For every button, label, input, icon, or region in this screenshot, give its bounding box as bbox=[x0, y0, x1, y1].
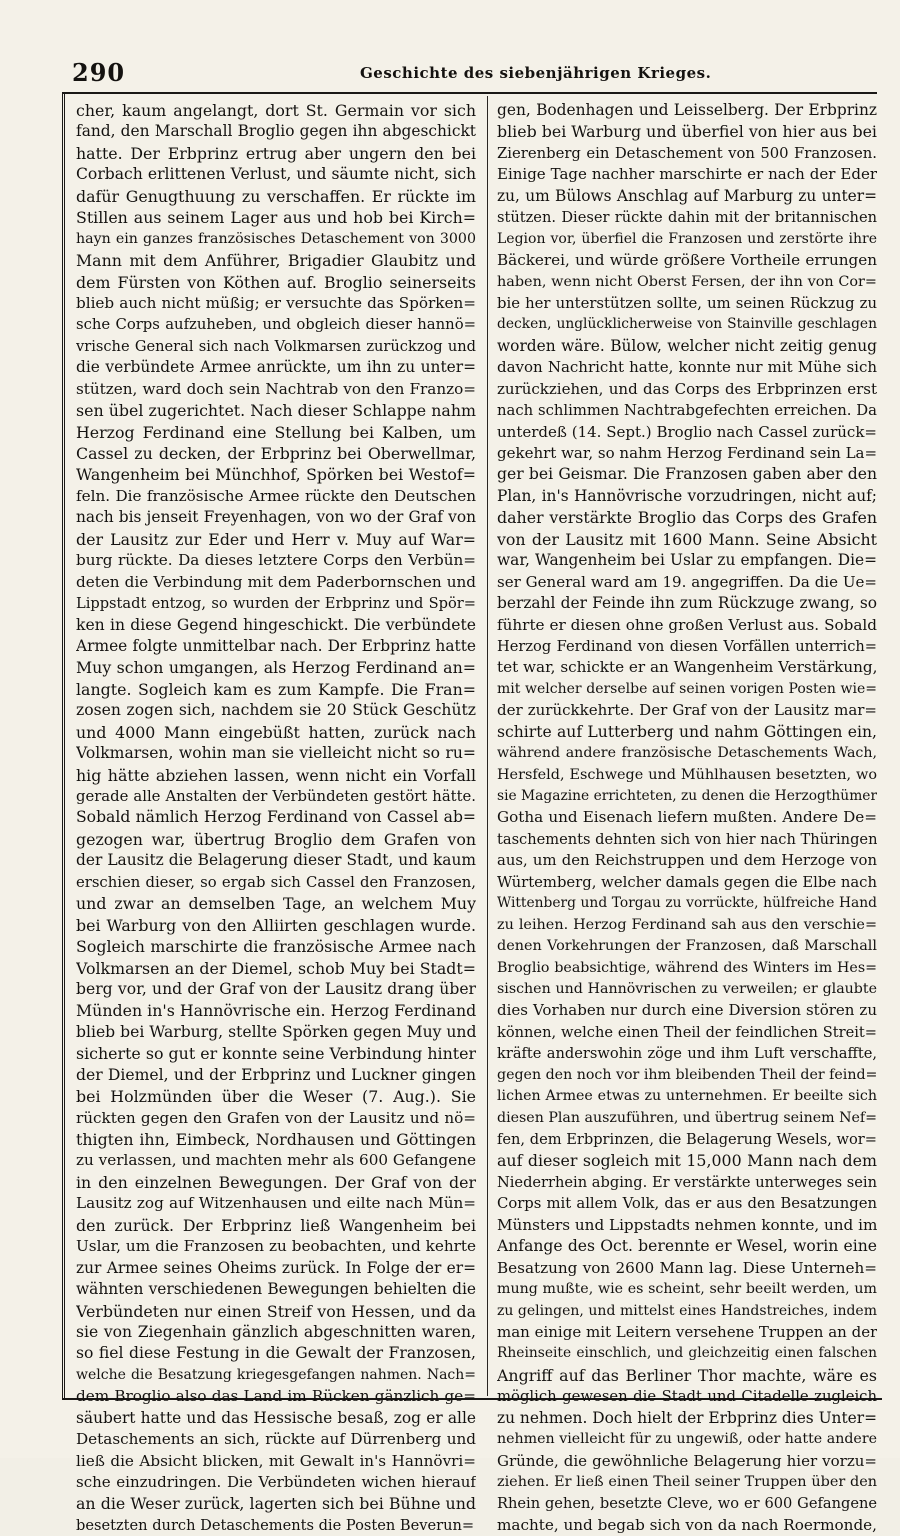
text-line: bei Holzmünden über die Weser (7. Aug.). Sie bbox=[76, 1087, 476, 1107]
text-line: denen Vorkehrungen der Franzosen, daß Marschall bbox=[497, 938, 877, 955]
text-line: haben, wenn nicht Oberst Fersen, der ihn von Cor= bbox=[497, 273, 877, 290]
text-line: in den einzelnen Bewegungen. Der Graf von der bbox=[76, 1172, 476, 1192]
page-header bbox=[70, 56, 880, 90]
text-line: vrische General sich nach Volkmarsen zurückzog und bbox=[76, 337, 476, 355]
text-line: schirte auf Lutterberg und nahm Göttingen ein, bbox=[497, 722, 877, 741]
text-line: machte, und begab sich von da nach Roermonde, bbox=[497, 1515, 877, 1534]
text-line: zu gelingen, und mittelst eines Handstreiches, indem bbox=[497, 1302, 877, 1319]
text-line: und 4000 Mann eingebüßt hatten, zurück nach bbox=[76, 722, 476, 742]
text-line: Zierenberg ein Detaschement von 500 Franzosen. bbox=[497, 144, 877, 162]
text-line: Gotha und Eisenach liefern mußten. Andere De= bbox=[497, 808, 877, 827]
text-line: können, welche einen Theil der feindlichen Streit= bbox=[497, 1023, 877, 1041]
text-line: Münden in's Hannövrische ein. Herzog Ferdinand bbox=[76, 1001, 476, 1021]
text-line: erschien dieser, so ergab sich Cassel den Franzosen, bbox=[76, 873, 476, 891]
text-line: diesen Plan auszuführen, und übertrug seinem Nef= bbox=[497, 1109, 877, 1126]
text-line: während andere französische Detaschements Wach, bbox=[497, 745, 877, 762]
text-line: auf dieser sogleich mit 15,000 Mann nach dem bbox=[497, 1151, 877, 1171]
text-line: Herzog Ferdinand eine Stellung bei Kalben, um bbox=[76, 422, 476, 442]
text-line: ziehen. Er ließ einen Theil seiner Truppen über den bbox=[497, 1474, 877, 1490]
text-line: Cassel zu decken, der Erbprinz bei Oberwellmar, bbox=[76, 444, 476, 463]
text-line: möglich gewesen die Stadt und Citadelle zugleich bbox=[497, 1388, 877, 1406]
text-line: zosen zogen sich, nachdem sie 20 Stück Geschütz bbox=[76, 701, 476, 720]
text-line: gerade alle Anstalten der Verbündeten gestört hätte. bbox=[76, 788, 476, 805]
text-line: Wangenheim bei Münchhof, Spörken bei Westof= bbox=[76, 465, 476, 485]
text-line: worden wäre. Bülow, welcher nicht zeitig genug bbox=[497, 336, 877, 355]
text-line: zur Armee seines Oheims zurück. In Folge der er= bbox=[76, 1258, 476, 1277]
text-line: daher verstärkte Broglio das Corps des Grafen bbox=[497, 508, 877, 528]
text-line: die verbündete Armee anrückte, um ihn zu unter= bbox=[76, 358, 476, 377]
running-title: Geschichte des siebenjährigen Krieges. bbox=[360, 64, 712, 82]
text-line: sie Magazine errichteten, zu denen die Herzogthümer bbox=[497, 788, 877, 804]
text-line: langte. Sogleich kam es zum Kampfe. Die Fran= bbox=[76, 679, 476, 699]
text-line: fand, den Marschall Broglio gegen ihn abgeschickt bbox=[76, 122, 476, 141]
text-line: Anfange des Oct. berennte er Wesel, worin eine bbox=[497, 1237, 877, 1256]
text-line: Plan, in's Hannövrische vorzudringen, nicht auf; bbox=[497, 486, 877, 505]
text-line: der zurückkehrte. Der Graf von der Lausitz mar= bbox=[497, 701, 877, 720]
text-line: sie von Ziegenhain gänzlich abgeschnitten waren, bbox=[76, 1322, 476, 1341]
text-line: Gründe, die gewöhnliche Belagerung hier vorzu= bbox=[497, 1451, 877, 1470]
column-divider bbox=[487, 96, 488, 1396]
text-line: der Lausitz zur Eder und Herr v. Muy auf War= bbox=[76, 529, 476, 549]
text-line: besetzten durch Detaschements die Posten Beverun= bbox=[76, 1516, 475, 1534]
text-line: taschements dehnten sich von hier nach Thüringen bbox=[497, 830, 877, 848]
text-line: gekehrt war, so nahm Herzog Ferdinand sein La= bbox=[497, 444, 877, 462]
left-text-column bbox=[76, 100, 476, 1536]
text-line: führte er diesen ohne großen Verlust aus. Sobald bbox=[497, 615, 877, 634]
text-line: Angriff auf das Berliner Thor machte, wäre es bbox=[497, 1365, 877, 1385]
text-line: nehmen vielleicht für zu ungewiß, oder hatte andere bbox=[497, 1431, 877, 1448]
text-line: ger bei Geismar. Die Franzosen gaben aber den bbox=[497, 465, 877, 484]
text-line: Lippstadt entzog, so wurden der Erbprinz und Spör= bbox=[76, 595, 476, 613]
text-line: zu verlassen, und machten mehr als 600 Gefangene bbox=[76, 1151, 476, 1170]
text-line: an die Weser zurück, lagerten sich bei Bühne und bbox=[76, 1494, 476, 1514]
left-border-rule bbox=[62, 92, 65, 1399]
text-line: zurückziehen, und das Corps des Erbprinzen erst bbox=[497, 379, 877, 398]
text-line: wähnten verschiedenen Bewegungen behielten die bbox=[76, 1280, 476, 1299]
text-line: blieb bei Warburg, stellte Spörken gegen Muy und bbox=[76, 1022, 476, 1041]
text-line: Corbach erlittenen Verlust, und säumte nicht, sich bbox=[76, 165, 476, 184]
text-line: mit welcher derselbe auf seinen vorigen Posten wie= bbox=[497, 680, 877, 697]
text-line: Volkmarsen an der Diemel, schob Muy bei Stadt= bbox=[76, 958, 476, 978]
text-line: sischen und Hannövrischen zu verweilen; er glaubte bbox=[497, 980, 877, 997]
text-line: hayn ein ganzes französisches Detaschement von 3000 bbox=[76, 230, 476, 247]
text-line: tet war, schickte er an Wangenheim Verstärkung, bbox=[497, 658, 877, 677]
text-line: davon Nachricht hatte, konnte nur mit Mühe sich bbox=[497, 358, 877, 377]
text-line: nach schlimmen Nachtrabgefechten erreichen. Da bbox=[497, 402, 877, 420]
text-line: Einige Tage nachher marschirte er nach der Eder bbox=[497, 165, 877, 184]
text-line: hatte. Der Erbprinz ertrug aber ungern den bei bbox=[76, 143, 476, 163]
header-rule bbox=[62, 92, 877, 94]
text-line: man einige mit Leitern versehene Truppen an der bbox=[497, 1322, 877, 1341]
text-line: der Lausitz die Belagerung dieser Stadt, und kaum bbox=[76, 851, 476, 870]
text-line: so fiel diese Festung in die Gewalt der Franzosen, bbox=[76, 1344, 476, 1363]
text-line: welche die Besatzung kriegesgefangen nahmen. Nach= bbox=[76, 1366, 476, 1383]
text-line: gegen den noch vor ihm bleibenden Theil der feind= bbox=[497, 1066, 877, 1083]
text-line: Uslar, um die Franzosen zu beobachten, und kehrte bbox=[76, 1237, 476, 1256]
text-line: Detaschements an sich, rückte auf Dürrenberg und bbox=[76, 1430, 476, 1449]
text-line: Mann mit dem Anführer, Brigadier Glaubitz und bbox=[76, 251, 476, 271]
text-line: cher, kaum angelangt, dort St. Germain vor sich bbox=[76, 101, 476, 120]
text-line: der Diemel, und der Erbprinz und Luckner gingen bbox=[76, 1065, 476, 1084]
text-line: Armee folgte unmittelbar nach. Der Erbprinz hatte bbox=[76, 636, 476, 655]
text-line: Münsters und Lippstadts nehmen konnte, und im bbox=[497, 1215, 877, 1234]
text-line: dies Vorhaben nur durch eine Diversion stören zu bbox=[497, 1001, 877, 1020]
text-line: Lausitz zog auf Witzenhausen und eilte nach Mün= bbox=[76, 1194, 476, 1213]
text-line: bei Warburg von den Alliirten geschlagen wurde. bbox=[76, 915, 476, 935]
text-line: Muy schon umgangen, als Herzog Ferdinand an= bbox=[76, 658, 476, 678]
text-line: ließ die Absicht blicken, mit Gewalt in's Hannövri= bbox=[76, 1451, 476, 1470]
text-line: Stillen aus seinem Lager aus und hob bei Kirch= bbox=[76, 208, 476, 228]
text-line: Rheinseite einschlich, und gleichzeitig einen falschen bbox=[497, 1345, 877, 1362]
text-line: fen, dem Erbprinzen, die Belagerung Wesels, wor= bbox=[497, 1131, 877, 1148]
text-line: hig hätte abziehen lassen, wenn nicht ein Vorfall bbox=[76, 765, 476, 785]
right-text-column bbox=[497, 100, 877, 1536]
text-line: dafür Genugthuung zu verschaffen. Er rückte im bbox=[76, 186, 476, 206]
text-line: Broglio beabsichtige, während des Winters im Hes= bbox=[497, 959, 877, 976]
text-line: stützen, ward doch sein Nachtrab von den Franzo= bbox=[76, 379, 476, 398]
text-line: aus, um den Reichstruppen und dem Herzoge von bbox=[497, 852, 877, 870]
text-line: den zurück. Der Erbprinz ließ Wangenheim bei bbox=[76, 1215, 476, 1235]
text-line: gezogen war, übertrug Broglio dem Grafen von bbox=[76, 829, 476, 849]
text-line: berg vor, und der Graf von der Lausitz drang über bbox=[76, 979, 476, 998]
text-line: sche Corps aufzuheben, und obgleich dieser hannö= bbox=[76, 316, 476, 334]
text-line: dem Broglio also das Land im Rücken gänzlich ge= bbox=[76, 1387, 476, 1406]
text-line: feln. Die französische Armee rückte den Deutschen bbox=[76, 486, 476, 505]
text-line: zu nehmen. Doch hielt der Erbprinz dies Unter= bbox=[497, 1408, 877, 1427]
text-line: kräfte anderswohin zöge und ihm Luft verschaffte, bbox=[497, 1045, 877, 1063]
text-line: Besatzung von 2600 Mann lag. Diese Unterneh= bbox=[497, 1258, 877, 1277]
text-line: Sobald nämlich Herzog Ferdinand von Cassel ab= bbox=[76, 808, 476, 827]
text-line: säubert hatte und das Hessische besaß, zog er alle bbox=[76, 1408, 476, 1427]
text-line: decken, unglücklicherweise von Stainville geschlagen bbox=[497, 316, 877, 333]
text-line: von der Lausitz mit 1600 Mann. Seine Absicht bbox=[497, 529, 877, 549]
text-line: nach bis jenseit Freyenhagen, von wo der Graf von bbox=[76, 508, 476, 527]
text-line: war, Wangenheim bei Uslar zu empfangen. Die= bbox=[497, 551, 877, 570]
text-line: zu leihen. Herzog Ferdinand sah aus den verschie= bbox=[497, 916, 877, 933]
text-line: sicherte so gut er konnte seine Verbindung hinter bbox=[76, 1044, 476, 1064]
text-line: stützen. Dieser rückte dahin mit der britannischen bbox=[497, 209, 877, 227]
text-line: Legion vor, überfiel die Franzosen und zerstörte ihre bbox=[497, 230, 877, 247]
text-line: Rhein gehen, besetzte Cleve, wo er 600 Gefangene bbox=[497, 1495, 877, 1513]
text-line: bie her unterstützen sollte, um seinen Rückzug zu bbox=[497, 294, 877, 312]
text-line: ser General ward am 19. angegriffen. Da die Ue= bbox=[497, 572, 877, 591]
text-line: Sogleich marschirte die französische Armee nach bbox=[76, 937, 476, 957]
text-line: Corps mit allem Volk, das er aus den Besatzungen bbox=[497, 1195, 877, 1213]
text-line: lichen Armee etwas zu unternehmen. Er beeilte sich bbox=[497, 1088, 877, 1105]
text-line: ken in diese Gegend hingeschickt. Die verbündete bbox=[76, 615, 476, 634]
text-line: berzahl der Feinde ihn zum Rückzuge zwang, so bbox=[497, 594, 877, 613]
text-line: deten die Verbindung mit dem Paderbornschen und bbox=[76, 572, 476, 591]
text-line: Wittenberg und Torgau zu vorrückte, hülfreiche Hand bbox=[497, 895, 877, 912]
text-line: thigten ihn, Eimbeck, Nordhausen und Göttingen bbox=[76, 1130, 476, 1149]
text-line: Bäckerei, und würde größere Vortheile errungen bbox=[497, 251, 877, 270]
page-number: 290 bbox=[72, 58, 126, 87]
text-line: Volkmarsen, wohin man sie vielleicht nicht so ru= bbox=[76, 744, 476, 763]
text-line: Niederrhein abging. Er verstärkte unterweges sein bbox=[497, 1173, 877, 1191]
text-line: Würtemberg, welcher damals gegen die Elbe nach bbox=[497, 873, 877, 891]
text-line: burg rückte. Da dieses letztere Corps den Verbün= bbox=[76, 551, 476, 570]
text-line: blieb auch nicht müßig; er versuchte das Spörken= bbox=[76, 293, 476, 312]
text-line: rückten gegen den Grafen von der Lausitz und nö= bbox=[76, 1108, 476, 1127]
text-line: Verbündeten nur einen Streif von Hessen, und da bbox=[76, 1301, 476, 1321]
text-line: Herzog Ferdinand von diesen Vorfällen unterrich= bbox=[497, 637, 877, 655]
text-line: sche einzudringen. Die Verbündeten wichen hierauf bbox=[76, 1473, 476, 1491]
text-line: sen übel zugerichtet. Nach dieser Schlappe nahm bbox=[76, 401, 476, 421]
text-line: gen, Bodenhagen und Leisselberg. Der Erbprinz bbox=[497, 101, 877, 119]
text-line: dem Fürsten von Köthen auf. Broglio seinerseits bbox=[76, 272, 476, 292]
text-line: unterdeß (14. Sept.) Broglio nach Cassel zurück= bbox=[497, 422, 877, 441]
text-line: blieb bei Warburg und überfiel von hier aus bei bbox=[497, 122, 877, 142]
text-line: zu, um Bülows Anschlag auf Marburg zu unter= bbox=[497, 186, 877, 205]
text-line: Hersfeld, Eschwege und Mühlhausen besetzten, wo bbox=[497, 766, 877, 783]
text-line: mung mußte, wie es scheint, sehr beeilt werden, um bbox=[497, 1281, 877, 1298]
text-line: und zwar an demselben Tage, an welchem Muy bbox=[76, 894, 476, 914]
